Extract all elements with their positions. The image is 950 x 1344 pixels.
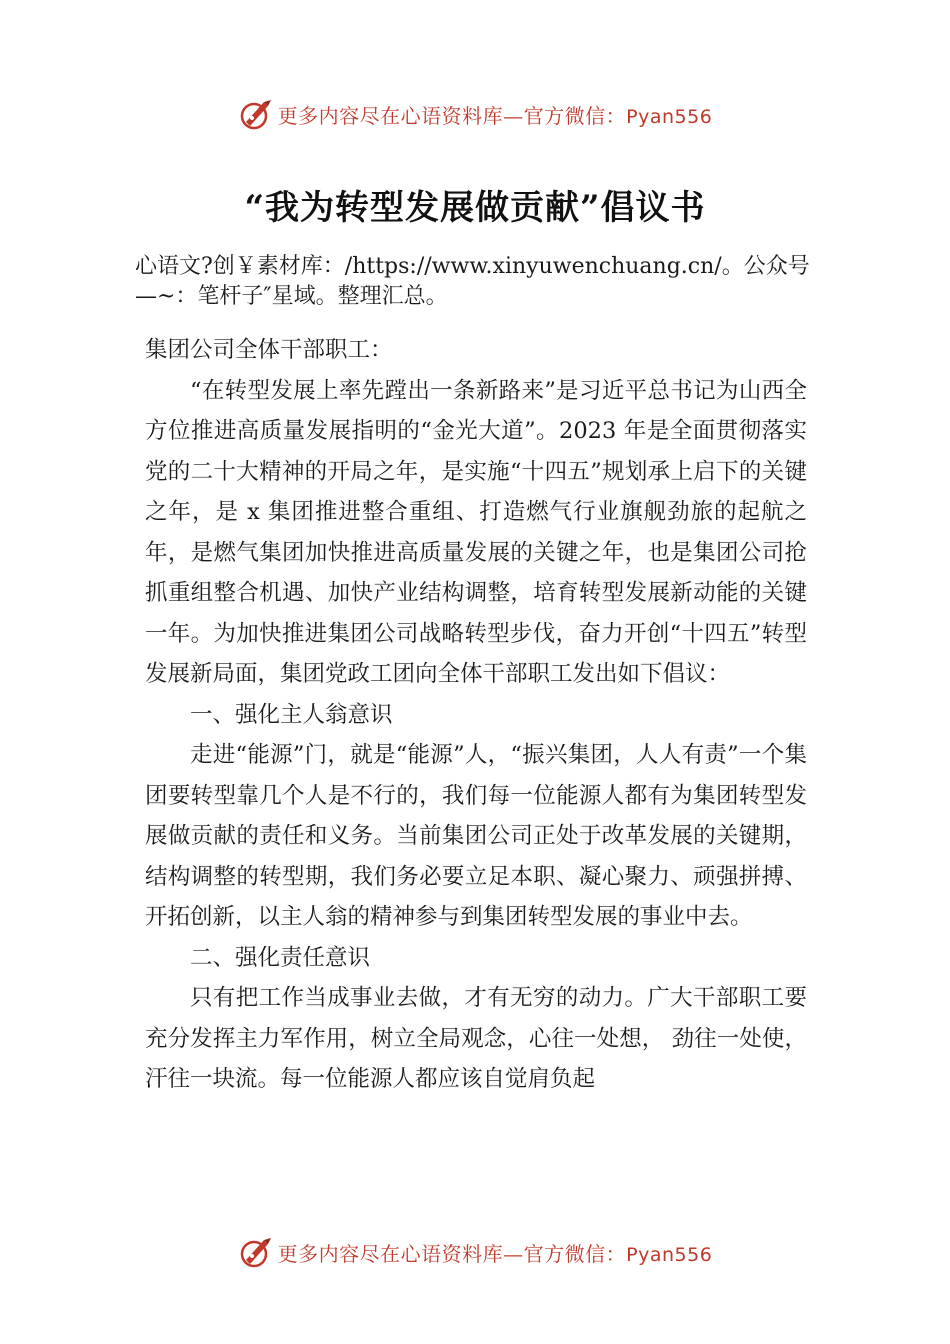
document-title: “我为转型发展做贡献”倡议书 (244, 188, 706, 228)
banner-text (278, 100, 713, 129)
source-line: 心语文?创￥素材库：/https://www.xinyuwenchuang.cn/。公众号—~：笔杆子″星域。整理汇总。 (135, 254, 810, 309)
paragraph-section-2: 只有把工作当成事业去做，才有无穷的动力。广大干部职工要充分发挥主力军作用，树立全局观念，心往一处想， 劲往一处使，汗往一块流。每一位能源人都应该自觉肩负起 (145, 985, 807, 1092)
section-heading-2: 二、强化责任意识 (190, 944, 371, 971)
footer-banner (0, 1232, 950, 1272)
section-heading-1: 一、强化主人翁意识 (190, 701, 393, 728)
banner-label: 更多内容尽在心语资料库—官方微信： (277, 1241, 627, 1266)
banner-handle: Pyan556 (626, 1243, 713, 1266)
paragraph-section-1: 走进“能源”门，就是“能源”人，“振兴集团，人人有责”一个集团要转型靠几个人是不行的，我们每一位能源人都有为集团转型发展做贡献的责任和义务。当前集团公司正处于改革发展的关键期，结构调整的转型期，我们务必要立足本职、凝心聚力、顽强拼搏、开拓创新，以主人翁的精神参与到集团转型发展的事业中去。 (145, 742, 807, 930)
banner-label: 更多内容尽在心语资料库—官方微信： (277, 103, 627, 128)
banner-handle: Pyan556 (626, 105, 713, 128)
salutation: 集团公司全体干部职工： (145, 337, 393, 363)
banner-text (278, 1238, 713, 1267)
header-banner (0, 94, 950, 134)
pen-logo-icon (238, 96, 274, 132)
pen-logo-icon (238, 1234, 274, 1270)
paragraph-intro: “在转型发展上率先蹚出一条新路来”是习近平总书记为山西全方位推进高质量发展指明的“金光大道”。2023 年是全面贯彻落实党的二十大精神的开局之年，是实施“十四五”规划承上启下的关键之年，是 x 集团推进整合重组、打造燃气行业旗舰劲旅的起航之年，是燃气集团加快推进高质量发展的关键之年，也是集团公司抢抓重组整合机遇、加快产业结构调整，培育转型发展新动能的关键一年。为加快推进集团公司战略转型步伐，奋力开创“十四五”转型发展新局面，集团党政工团向全体干部职工发出如下倡议： (145, 377, 807, 687)
document-body (145, 330, 807, 1100)
